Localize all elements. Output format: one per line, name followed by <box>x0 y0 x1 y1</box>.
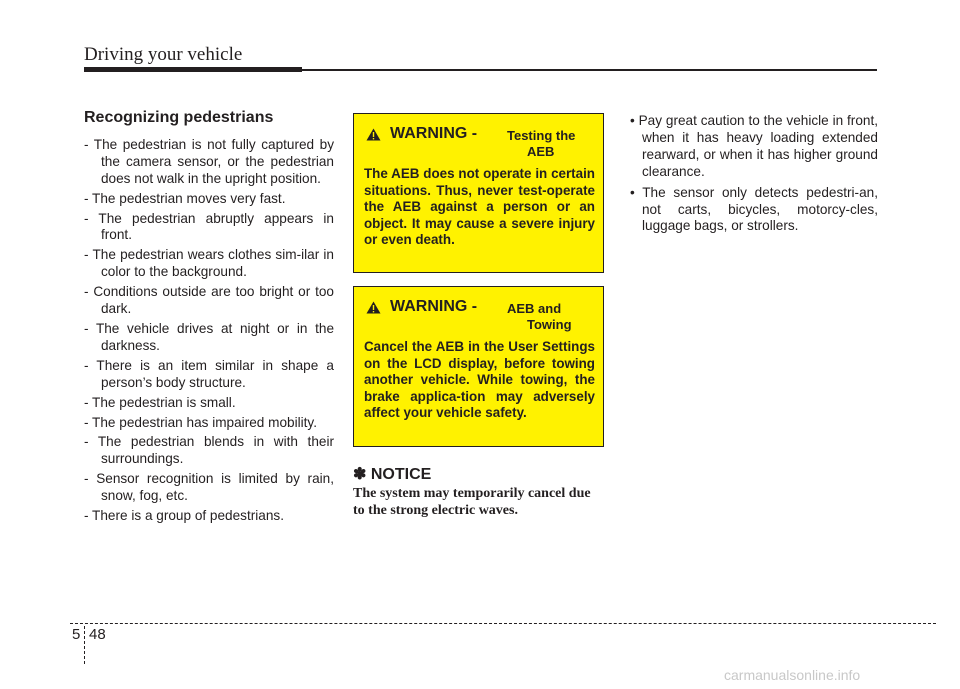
right-column <box>624 113 878 239</box>
warning-label: WARNING - <box>390 125 478 142</box>
footer-rule <box>70 623 936 624</box>
warning-subtitle: AEB and <box>507 301 562 316</box>
warning-header <box>364 124 595 166</box>
left-column <box>84 110 334 528</box>
list-item: - The vehicle drives at night or in the darkness. <box>84 320 334 353</box>
header-bar <box>84 67 302 72</box>
header-rule <box>302 69 877 71</box>
section-number: 5 <box>72 626 81 643</box>
list-item: - The pedestrian is small. <box>84 394 236 410</box>
warning-box-testing <box>353 113 604 273</box>
list-item: - Conditions outside are too bright or too dark. <box>84 284 334 317</box>
page-number-divider <box>84 626 85 664</box>
warning-subtitle: Testing the <box>507 128 576 143</box>
list-item: - The pedestrian abruptly appears in front. <box>84 210 334 243</box>
page-number: 48 <box>89 626 106 643</box>
list-item: - There is a group of pedestrians. <box>84 508 284 524</box>
warning-triangle-icon <box>366 301 381 314</box>
list-item: - The pedestrian is not fully captured by the camera sensor, or the pedestrian does not walk in the upright position. <box>84 136 334 186</box>
list-item: - The pedestrian blends in with their surroundings. <box>84 434 334 467</box>
warning-header <box>364 297 595 339</box>
list-item: - The pedestrian moves very fast. <box>84 190 286 206</box>
list-item: - There is an item similar in shape a person’s body structure. <box>84 357 334 390</box>
notice-title: ✽ NOTICE <box>353 466 432 483</box>
watermark: carmanualsonline.info <box>724 667 861 683</box>
notice-body: The system may temporarily cancel due to the strong electric waves. <box>353 486 591 518</box>
list-item: - Sensor recognition is limited by rain, snow, fog, etc. <box>84 471 334 504</box>
warning-label: WARNING - <box>390 298 478 315</box>
list-item: - The pedestrian has impaired mobility. <box>84 414 317 430</box>
warning-body: The AEB does not operate in certain situations. Thus, never test-operate the AEB against a person or an object. It may cause a severe injury or even death. <box>364 166 595 247</box>
warning-box-towing <box>353 286 604 447</box>
bullet-item: • Pay great caution to the vehicle in front, when it has heavy loading extended rearward, or when it has higher ground clearance. <box>630 113 878 179</box>
warning-subtitle-2: Towing <box>527 317 572 332</box>
page-header-title: Driving your vehicle <box>84 44 243 65</box>
warning-triangle-icon <box>366 128 381 141</box>
section-title: Recognizing pedestrians <box>84 109 274 126</box>
list-item: - The pedestrian wears clothes sim-ilar in color to the background. <box>84 247 334 280</box>
warning-subtitle-2: AEB <box>527 144 555 159</box>
warning-body: Cancel the AEB in the User Settings on the LCD display, before towing another vehicle. While towing, the brake applica-tion may adversely affect your vehicle safety. <box>364 339 595 420</box>
bullet-item: • The sensor only detects pedestri-an, not carts, bicycles, motorcy-cles, luggage bags, or strollers. <box>630 184 878 234</box>
